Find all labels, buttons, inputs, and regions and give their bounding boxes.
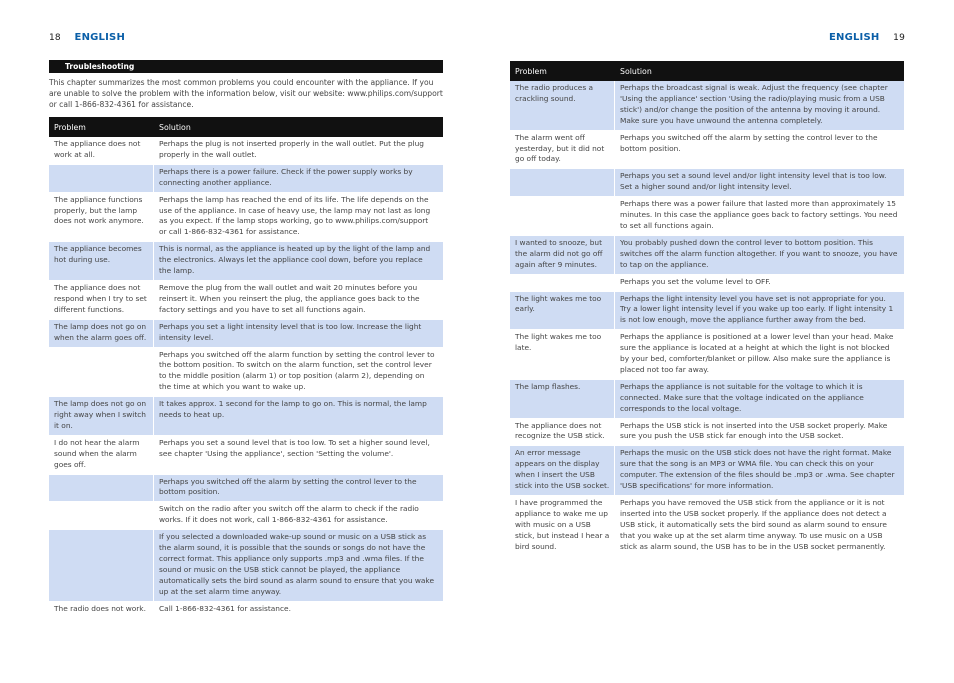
- solution-cell: Perhaps the broadcast signal is weak. Adjust the frequency (see chapter 'Using the appliance' section 'Using the radio/playing music from a USB stick') and/or change the position of the antenna by moving it around. Make sure you have unwound the antenna completely.: [620, 83, 888, 125]
- table-row: [49, 347, 443, 397]
- problem-cell: The alarm went off yesterday, but it did not go off today.: [510, 131, 615, 169]
- solution-cell: Perhaps the lamp has reached the end of its life. The life depends on the use of the appliance. In case of heavy use, the lamp may not last as long as you expect. If the lamp stops working, go to www.philips.com/support or call 1-866-832-4361 for assistance.: [159, 194, 431, 237]
- solution-cell: Perhaps you set a sound level that is too low. To set a higher sound level, see chapter 'Using the appliance', section 'Setting the volume'.: [159, 437, 430, 458]
- table-row: [49, 601, 443, 618]
- table-row: [510, 445, 904, 495]
- problem-cell: I do not hear the alarm sound when the alarm goes off.: [49, 436, 154, 474]
- solution-cell: This is normal, as the appliance is heated up by the light of the lamp and the electronics. Always let the appliance cool down, before you replace the lamp.: [159, 244, 431, 276]
- problem-cell: I wanted to snooze, but the alarm did not go off again after 9 minutes.: [510, 236, 615, 274]
- problem-cell: [49, 348, 154, 397]
- problem-cell: The appliance does not work at all.: [49, 137, 154, 164]
- table-header: [510, 61, 904, 81]
- table-row: [49, 164, 443, 192]
- table-row: [510, 196, 904, 235]
- table-row: [510, 168, 904, 196]
- solution-cell: Perhaps the plug is not inserted properly in the wall outlet. Put the plug properly in the wall outlet.: [159, 139, 424, 159]
- section-title: Troubleshooting: [49, 60, 443, 73]
- problem-cell: The appliance does not respond when I try to set different functions.: [49, 281, 154, 319]
- troubleshooting-table: [510, 61, 904, 556]
- page-number: 18: [49, 33, 61, 43]
- solution-cell: Perhaps you switched off the alarm by setting the control lever to the bottom position.: [159, 476, 417, 497]
- table-row: [510, 379, 904, 418]
- table-row: [510, 274, 904, 291]
- table-body: [510, 81, 904, 556]
- table-row: [49, 137, 443, 164]
- table-row: [49, 319, 443, 347]
- page-header: [829, 32, 905, 43]
- solution-cell: Switch on the radio after you switch off the alarm to check if the radio works. If it does not work, call 1-866-832-4361 for assistance.: [159, 504, 419, 525]
- problem-cell: The radio does not work.: [49, 602, 154, 618]
- problem-cell: [510, 169, 615, 196]
- solution-cell: Perhaps you have removed the USB stick from the appliance or it is not inserted into the USB socket properly. If the appliance does not detect a USB stick, it automatically sets the bird sound as alarm sound to ensure that you wake up at the set alarm time anyway. To use music on a USB stick as alarm sound, the USB has to be in the USB socket permanently.: [620, 498, 887, 551]
- solution-cell: Perhaps the appliance is positioned at a lower level than your head. Make sure the appliance is located at a height at which the light is not blocked by your bed, comforter/blanket or pillow. Also make sure the appliance is placed not too far away.: [620, 332, 894, 374]
- table-body: [49, 137, 443, 618]
- solution-cell: Perhaps you set the volume level to OFF.: [620, 276, 771, 286]
- problem-cell: I have programmed the appliance to wake me up with music on a USB stick, but instead I hear a bird sound.: [510, 496, 615, 556]
- table-row: [49, 241, 443, 280]
- table-row: [49, 501, 443, 529]
- solution-cell: Call 1-866-832-4361 for assistance.: [159, 603, 291, 613]
- table-row: [510, 235, 904, 274]
- solution-cell: Perhaps you set a sound level and/or light intensity level that is too low. Set a higher sound and/or light intensity level.: [620, 171, 887, 192]
- problem-cell: The appliance does not recognize the USB stick.: [510, 419, 615, 446]
- problem-cell: The light wakes me too late.: [510, 330, 615, 379]
- solution-cell: Perhaps you set a light intensity level that is too low. Increase the light intensity level.: [159, 321, 422, 342]
- language-label: ENGLISH: [828, 32, 880, 43]
- header-solution: Solution: [620, 66, 652, 76]
- language-label: ENGLISH: [74, 32, 126, 43]
- solution-cell: Perhaps the USB stick is not inserted into the USB socket properly. Make sure you push the USB stick far enough into the USB socket.: [620, 420, 888, 441]
- header-problem: Problem: [54, 122, 86, 132]
- solution-cell: You probably pushed down the control lever to bottom position. This switches off the alarm function altogether. If you want to snooze, you have to tap on the appliance.: [620, 237, 898, 269]
- solution-cell: Perhaps the music on the USB stick does not have the right format. Make sure that the song is an MP3 or WMA file. You can check this on your computer. The extension of the files should be .mp3 or .wma. See chapter 'USB specifications' for more information.: [620, 448, 895, 491]
- problem-cell: [49, 530, 154, 600]
- problem-cell: The lamp flashes.: [510, 380, 615, 418]
- table-row: [49, 396, 443, 435]
- problem-cell: [510, 275, 615, 291]
- table-row: [510, 418, 904, 446]
- table-header: [49, 117, 443, 137]
- table-row: [510, 81, 904, 130]
- problem-cell: The lamp does not go on right away when I switch it on.: [49, 397, 154, 435]
- table-row: [49, 192, 443, 242]
- header-solution: Solution: [159, 122, 191, 132]
- problem-cell: The lamp does not go on when the alarm goes off.: [49, 320, 154, 347]
- problem-cell: [49, 502, 154, 529]
- problem-cell: The radio produces a crackling sound.: [510, 81, 615, 130]
- troubleshooting-table: [49, 117, 443, 618]
- page-header: [49, 32, 125, 43]
- solution-cell: Perhaps the appliance is not suitable for the voltage to which it is connected. Make sure that the voltage indicated on the appliance corresponds to the local voltage.: [620, 381, 864, 413]
- solution-cell: Remove the plug from the wall outlet and wait 20 minutes before you reinsert it. When you reinsert the plug, the appliance goes back to the factory settings and you have to set all functions again.: [159, 282, 420, 314]
- solution-cell: Perhaps the light intensity level you have set is not appropriate for you. Try a lower light intensity level if you wake up too early. If light intensity 1 is not low enough, move the appliance further away from the bed.: [620, 293, 894, 325]
- intro-paragraph: This chapter summarizes the most common problems you could encounter with the appliance. If you are unable to solve the problem with the information below, visit our website: www.philips.com/support or call 1-866-832-4361 for assistance.: [49, 78, 443, 109]
- table-row: [49, 474, 443, 502]
- solution-cell: If you selected a downloaded wake-up sound or music on a USB stick as the alarm sound, it is possible that the sounds or songs do not have the correct format. This appliance only supports .mp3 and .wma files. If the sound or music on the USB stick cannot be played, the appliance automatically sets the bird sound as alarm sound to ensure that you wake up at the set alarm time anyway.: [159, 532, 434, 596]
- solution-cell: Perhaps you switched off the alarm by setting the control lever to the bottom position.: [620, 132, 878, 153]
- problem-cell: The appliance becomes hot during use.: [49, 242, 154, 280]
- table-row: [49, 280, 443, 319]
- problem-cell: The appliance functions properly, but the lamp does not work anymore.: [49, 193, 154, 242]
- problem-cell: An error message appears on the display when I insert the USB stick into the USB socket.: [510, 446, 615, 495]
- problem-cell: [510, 197, 615, 235]
- solution-cell: Perhaps there is a power failure. Check if the power supply works by connecting another appliance.: [159, 166, 413, 187]
- table-row: [510, 329, 904, 379]
- problem-cell: [49, 165, 154, 192]
- table-row: [510, 495, 904, 556]
- solution-cell: Perhaps there was a power failure that lasted more than approximately 15 minutes. In this case the appliance goes back to factory settings. You need to set all functions again.: [620, 199, 898, 230]
- table-row: [510, 291, 904, 330]
- solution-cell: It takes approx. 1 second for the lamp to go on. This is normal, the lamp needs to heat up.: [159, 399, 427, 420]
- header-problem: Problem: [515, 66, 547, 76]
- table-row: [49, 529, 443, 600]
- table-row: [49, 435, 443, 474]
- right-page: [477, 0, 954, 683]
- problem-cell: [49, 475, 154, 502]
- solution-cell: Perhaps you switched off the alarm function by setting the control lever to the bottom position. To switch on the alarm function, set the control lever to the middle position (alarm 1) or top position (alarm 2), depending on the time at which you want to wake up.: [159, 349, 435, 392]
- page-number: 19: [893, 33, 905, 43]
- table-row: [510, 130, 904, 169]
- problem-cell: The light wakes me too early.: [510, 292, 615, 330]
